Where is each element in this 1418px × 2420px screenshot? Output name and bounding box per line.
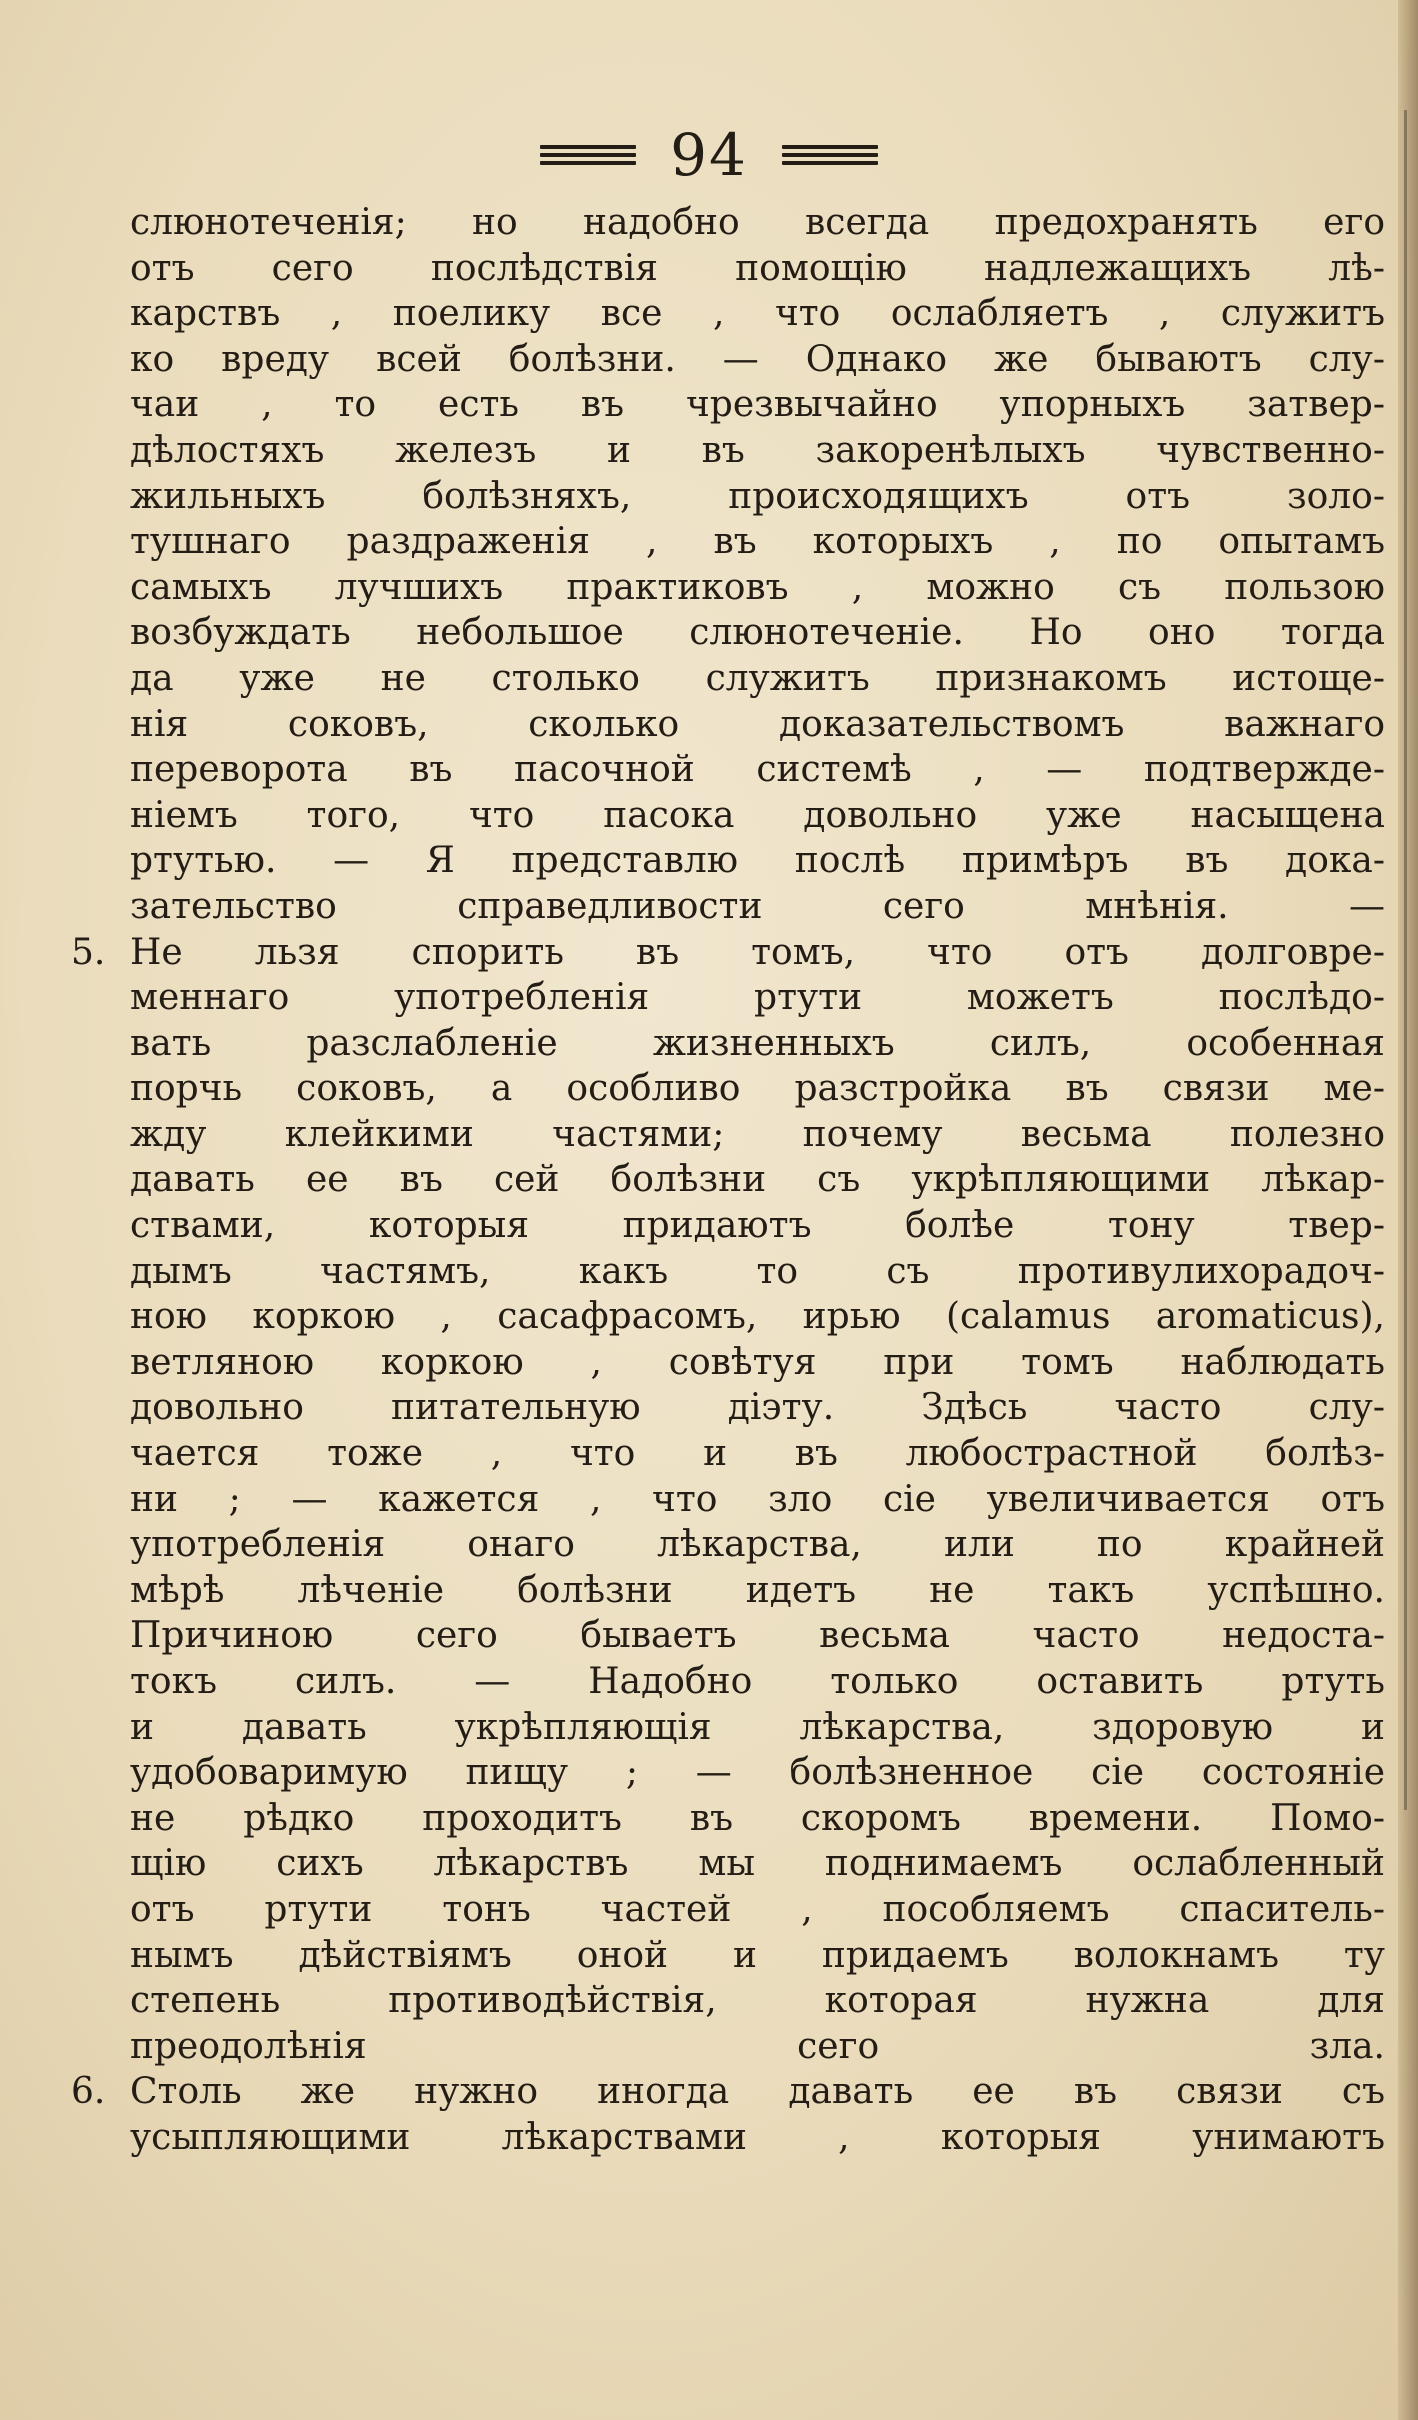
text-line: токъ силъ. — Надобно только оставить ртуть xyxy=(130,1661,1385,1702)
item-first-line: Столь же нужно иногда давать ее въ связи съ xyxy=(130,2071,1385,2113)
text-line: ко вреду всей болѣзни. — Однако же бываютъ слу- xyxy=(130,338,1385,380)
text-line: слюнотеченія; но надобно всегда предохранять его xyxy=(130,202,1385,243)
text-line: Причиною сего бываетъ весьма часто недоста- xyxy=(130,1615,1385,1657)
text-line: довольно питательную діэту. Здѣсь часто слу- xyxy=(130,1387,1385,1429)
text-line: порчь соковъ, а особливо разстройка въ связи ме- xyxy=(130,1068,1385,1110)
header-rule-right xyxy=(782,145,878,165)
text-line: ствами, которыя придаютъ болѣе тону твер- xyxy=(130,1205,1385,1247)
text-line: меннаго употребленія ртути можетъ послѣдо- xyxy=(130,977,1385,1019)
numbered-item xyxy=(71,930,1385,2070)
text-line xyxy=(71,2069,1385,2115)
header-rule-left xyxy=(540,145,636,165)
text-line: удобоваримую пищу ; — болѣзненное сіе состояніе xyxy=(130,1752,1385,1794)
text-line: мѣрѣ лѣченіе болѣзни идетъ не такъ успѣшно. xyxy=(130,1569,1385,1611)
page-number: 94 xyxy=(670,121,748,189)
binding-shadow xyxy=(1404,110,1407,1810)
text-line: и давать укрѣпляющія лѣкарства, здоровую и xyxy=(130,1706,1385,1748)
body-text xyxy=(71,200,1385,2161)
page-header xyxy=(0,118,1418,192)
item-number: 5. xyxy=(71,931,106,973)
continued-paragraph xyxy=(130,200,1385,930)
text-line: дѣлостяхъ железъ и въ закоренѣлыхъ чувственно- xyxy=(130,429,1385,471)
text-line: щію сихъ лѣкарствъ мы поднимаемъ ослабленный xyxy=(130,1843,1385,1885)
page-edge xyxy=(1398,0,1418,2420)
text-line: чается тоже , что и въ любострастной болѣз- xyxy=(130,1433,1385,1475)
text-line: нымъ дѣйствіямъ оной и придаемъ волокнамъ ту xyxy=(130,1934,1385,1976)
text-line: отъ ртути тонъ частей , пособляемъ спаситель- xyxy=(130,1888,1385,1930)
text-line: чаи , то есть въ чрезвычайно упорныхъ затвер- xyxy=(130,384,1385,426)
item-number: 6. xyxy=(71,2071,106,2113)
text-line: вать разслабленіе жизненныхъ силъ, особенная xyxy=(130,1022,1385,1064)
text-line: нія соковъ, сколько доказательствомъ важнаго xyxy=(130,703,1385,745)
text-line: преодолѣнія сего зла. xyxy=(130,2025,1385,2067)
text-line: тушнаго раздраженія , въ которыхъ , по опытамъ xyxy=(130,521,1385,563)
text-line: не рѣдко проходитъ въ скоромъ времени. Помо- xyxy=(130,1797,1385,1839)
numbered-item xyxy=(71,2069,1385,2160)
text-line: отъ сего послѣдствія помощію надлежащихъ лѣ- xyxy=(130,247,1385,289)
text-line: ни ; — кажется , что зло сіе увеличивается отъ xyxy=(130,1478,1385,1520)
text-line: переворота въ пасочной системѣ , — подтвержде- xyxy=(130,749,1385,791)
numbered-items xyxy=(71,930,1385,2161)
text-line: усыпляющими лѣкарствами , которыя унимаютъ xyxy=(130,2116,1385,2158)
text-line: жильныхъ болѣзняхъ, происходящихъ отъ золо- xyxy=(130,475,1385,517)
text-line: возбуждать небольшое слюнотеченіе. Но оно тогда xyxy=(130,612,1385,654)
text-line xyxy=(71,930,1385,976)
text-line: степень противодѣйствія, которая нужна для xyxy=(130,1980,1385,2022)
text-line: зательство справедливости сего мнѣнія. — xyxy=(130,885,1385,927)
text-line: употребленія онаго лѣкарства, или по крайней xyxy=(130,1524,1385,1566)
text-line: ртутью. — Я представлю послѣ примѣръ въ дока- xyxy=(130,840,1385,882)
text-line: дымъ частямъ, какъ то съ противулихорадоч- xyxy=(130,1250,1385,1292)
text-line: карствъ , поелику все , что ослабляетъ , служитъ xyxy=(130,293,1385,335)
text-line: ветляною коркою , совѣтуя при томъ наблюдать xyxy=(130,1341,1385,1383)
text-line: давать ее въ сей болѣзни съ укрѣпляющими лѣкар- xyxy=(130,1159,1385,1201)
text-line: да уже не столько служитъ признакомъ истоще- xyxy=(130,657,1385,699)
item-first-line: Не льзя спорить въ томъ, что отъ долговре- xyxy=(130,931,1385,973)
text-line: ніемъ того, что пасока довольно уже насыщена xyxy=(130,794,1385,836)
text-line: жду клейкими частями; почему весьма полезно xyxy=(130,1113,1385,1155)
text-line: ною коркою , сасафрасомъ, ирью (calamus aromaticus), xyxy=(130,1296,1385,1338)
text-line: самыхъ лучшихъ практиковъ , можно съ пользою xyxy=(130,566,1385,608)
